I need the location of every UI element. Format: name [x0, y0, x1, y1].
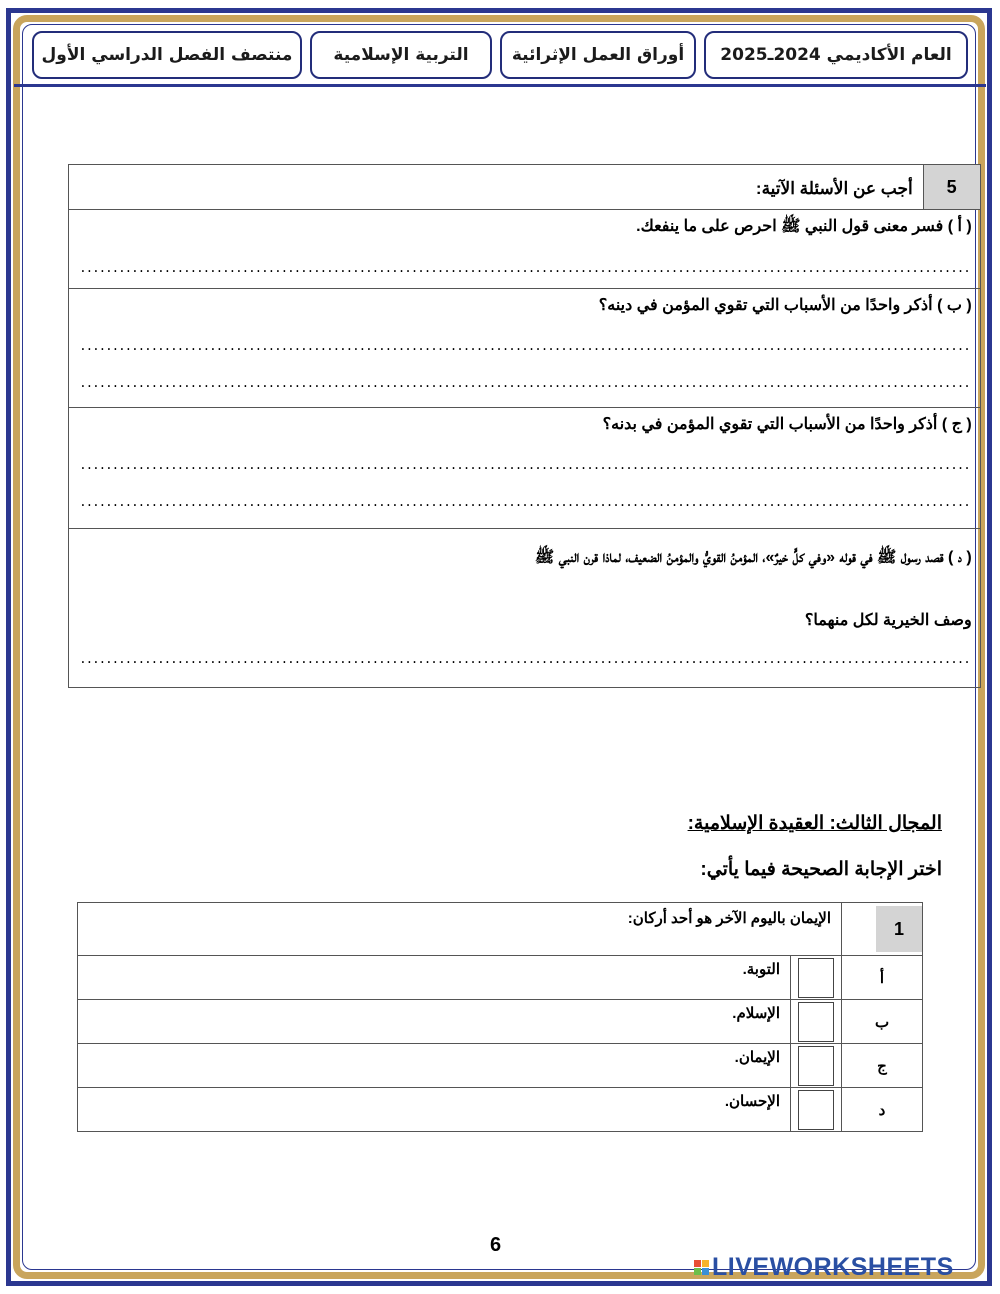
option-c-text: الإيمان.: [78, 1044, 791, 1088]
header-academic-year: العام الأكاديمي 2024ـ2025: [704, 31, 968, 79]
answer-line[interactable]: .........................................................................................................................................: [79, 495, 970, 510]
logo-squares-icon: [694, 1260, 709, 1275]
option-c-checkbox[interactable]: [798, 1046, 834, 1086]
subquestion-c: [69, 408, 981, 529]
section-instruction: اختر الإجابة الصحيحة فيما يأتي:: [700, 859, 942, 880]
subquestion-d-text: ( د ) قصد رسول ﷺ في قوله «وفي كلٍّ خيرٌ»، المؤمنُ القويُّ والمؤمنُ الضعيف، لماذا قرن النبي ﷺ: [534, 549, 972, 566]
logo-square: [702, 1260, 709, 1267]
answer-line[interactable]: .........................................................................................................................................: [79, 376, 970, 391]
subquestion-b-text: ( ب ) أذكر واحدًا من الأسباب التي تقوي المؤمن في دينه؟: [598, 297, 972, 314]
logo-square: [702, 1268, 709, 1275]
subquestion-d-text-continued: وصف الخيرية لكل منهما؟: [804, 612, 972, 629]
option-a-checkbox-cell: [791, 956, 842, 1000]
header-worksheets: أوراق العمل الإثرائية: [500, 31, 696, 79]
option-c-checkbox-cell: [791, 1044, 842, 1088]
option-d-checkbox-cell: [791, 1088, 842, 1132]
header-subject: التربية الإسلامية: [310, 31, 492, 79]
option-a-text: التوبة.: [78, 956, 791, 1000]
answer-line[interactable]: .........................................................................................................................................: [79, 652, 970, 667]
answer-line[interactable]: .........................................................................................................................................: [79, 339, 970, 354]
subquestion-a: [69, 210, 981, 289]
liveworksheets-logo: [694, 1253, 954, 1282]
mcq-question: الإيمان باليوم الآخر هو أحد أركان:: [78, 903, 842, 956]
option-a-checkbox[interactable]: [798, 958, 834, 998]
question-title: أجب عن الأسئلة الآتية:: [69, 165, 924, 210]
question-number: 5: [923, 165, 980, 210]
answer-line[interactable]: .........................................................................................................................................: [79, 261, 970, 276]
header-term: منتصف الفصل الدراسي الأول: [32, 31, 302, 79]
answer-line[interactable]: .........................................................................................................................................: [79, 458, 970, 473]
mcq-1-table: [77, 902, 923, 1132]
header-divider: [14, 84, 986, 87]
question-5-table: [68, 164, 981, 688]
logo-square: [694, 1268, 701, 1275]
subquestion-c-text: ( ج ) أذكر واحدًا من الأسباب التي تقوي المؤمن في بدنه؟: [602, 416, 972, 433]
option-b-checkbox-cell: [791, 1000, 842, 1044]
option-letter: ب: [842, 1000, 923, 1044]
logo-text: LIVEWORKSHEETS: [712, 1253, 954, 1281]
section-title: المجال الثالث: العقيدة الإسلامية:: [687, 813, 942, 834]
subquestion-d: [69, 529, 981, 688]
logo-square: [694, 1260, 701, 1267]
option-letter: أ: [842, 956, 923, 1000]
mcq-number: 1: [876, 906, 922, 952]
subquestion-a-text: ( أ ) فسر معنى قول النبي ﷺ احرص على ما ينفعك.: [636, 218, 972, 235]
option-b-text: الإسلام.: [78, 1000, 791, 1044]
page-number: 6: [490, 1234, 502, 1256]
option-letter: د: [842, 1088, 923, 1132]
option-d-text: الإحسان.: [78, 1088, 791, 1132]
option-b-checkbox[interactable]: [798, 1002, 834, 1042]
mcq-number-cell: [842, 903, 923, 956]
option-d-checkbox[interactable]: [798, 1090, 834, 1130]
option-letter: ج: [842, 1044, 923, 1088]
subquestion-b: [69, 289, 981, 408]
